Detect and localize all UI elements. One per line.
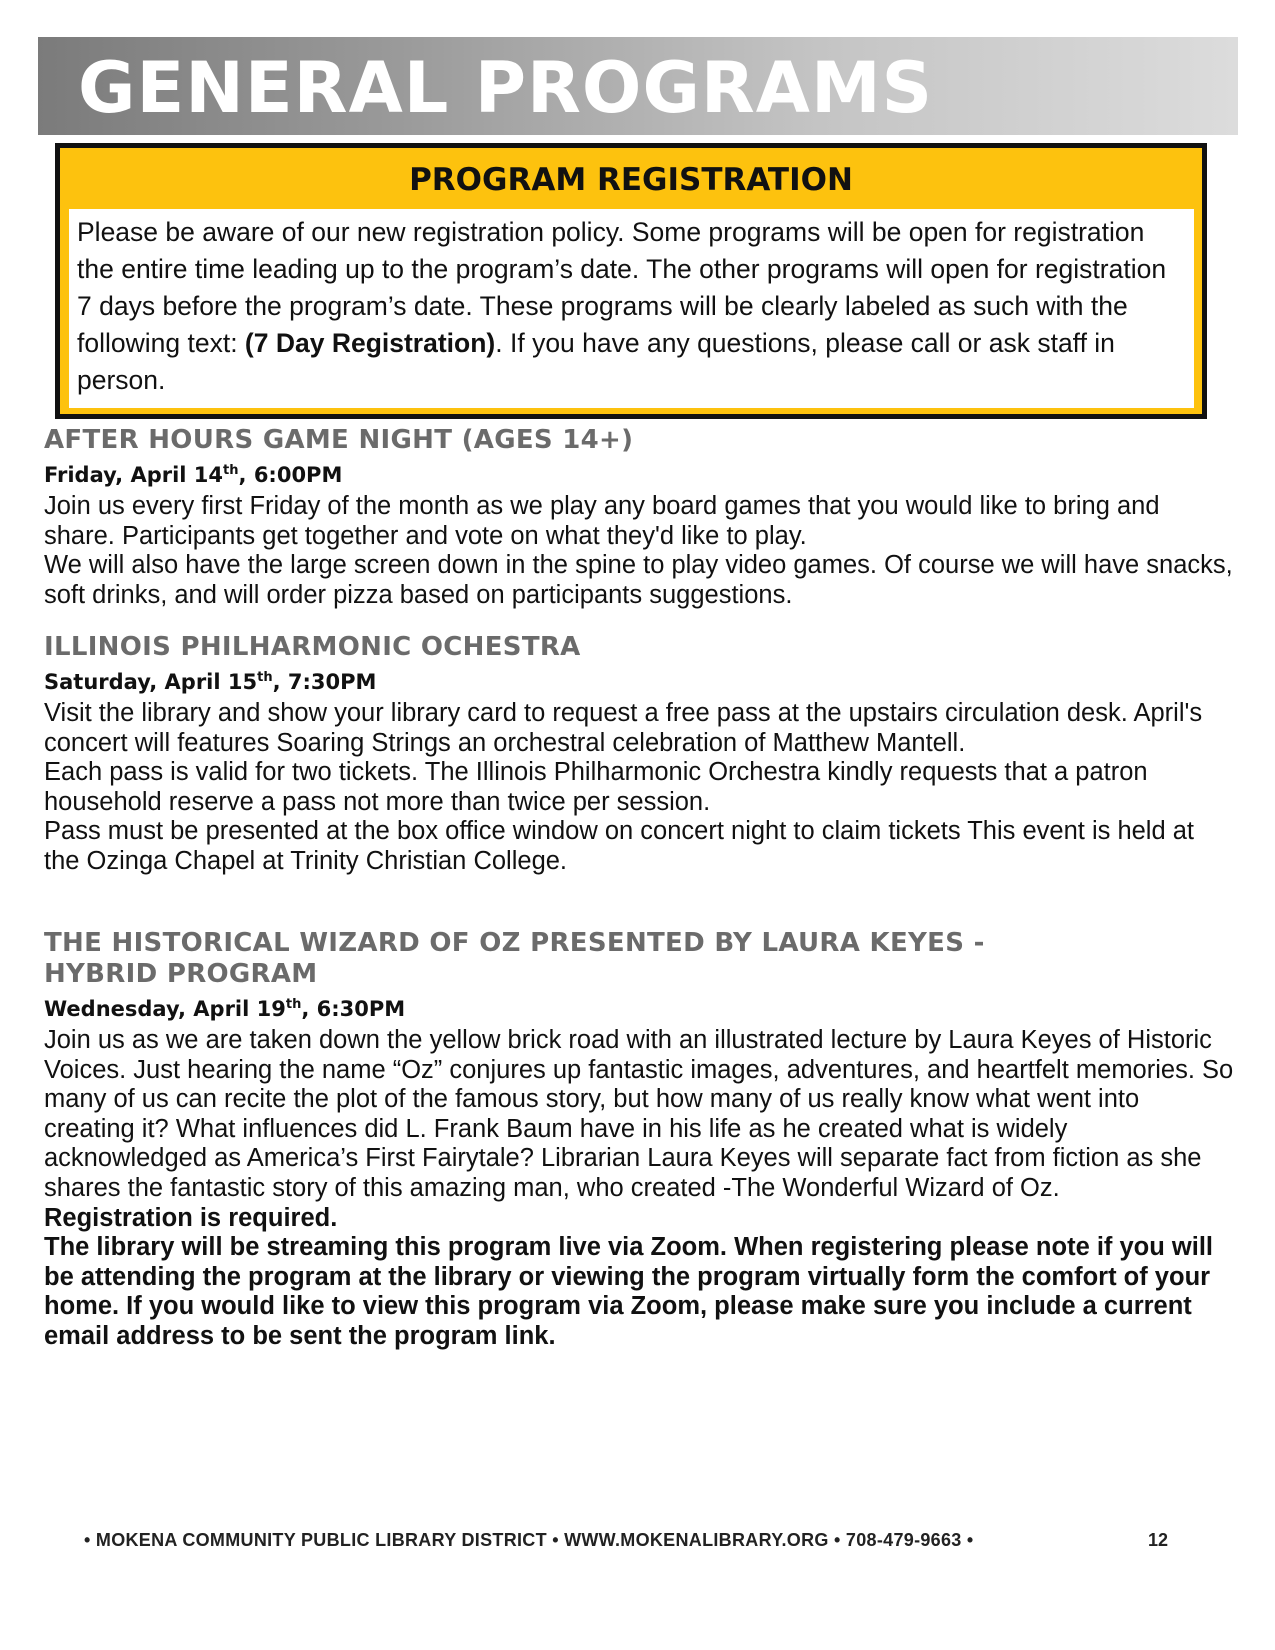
program-date: [44, 994, 1234, 1024]
registration-text: [69, 209, 1194, 408]
zoom-note: The library will be streaming this program live via Zoom. When registering please note if you will be attending the program at the library or viewing the program virtually form the comfort of your home. If you would like to view this program via Zoom, please make sure you include a current email address to be sent the program link.: [44, 1233, 1214, 1350]
program-paragraph: Pass must be presented at the box office window on concert night to claim tickets This event is held at the Ozinga Chapel at Trinity Christian College.: [44, 817, 1195, 875]
registration-notice: [55, 143, 1207, 419]
registration-text-before: Please be aware of our new registration policy. Some programs will be open for registration the entire time leading up to the program’s date. The other programs will open for registration 7 days before the program’s date. These programs will be clearly labeled as such with the following text:: [77, 217, 1167, 358]
program-philharmonic: [44, 632, 1234, 877]
program-heading: AFTER HOURS GAME NIGHT (AGES 14+): [44, 425, 634, 455]
date-ordinal: th: [223, 463, 239, 478]
date-ordinal: th: [257, 670, 273, 685]
date-time: , 6:30PM: [301, 997, 406, 1021]
date-time: , 7:30PM: [272, 670, 377, 694]
registration-title: PROGRAM REGISTRATION: [409, 162, 853, 198]
program-game-night: [44, 425, 1234, 610]
registration-text-after: . If you have any questions, please call or ask staff in person.: [77, 328, 1115, 395]
program-paragraph: Visit the library and show your library card to request a free pass at the upstairs circulation desk. April's concert will features Soaring Strings an orchestral celebration of Matthew Mantell.: [44, 699, 1203, 757]
footer-contact: • MOKENA COMMUNITY PUBLIC LIBRARY DISTRICT • WWW.MOKENALIBRARY.ORG • 708-479-9663 •: [84, 1530, 974, 1550]
program-wizard-of-oz: [44, 928, 1234, 1352]
program-paragraph: Join us every first Friday of the month as we play any board games that you would like to bring and share. Participants get together and vote on what they'd like to play.: [44, 492, 1160, 550]
date-text: Wednesday, April 19: [44, 997, 286, 1021]
date-text: Saturday, April 15: [44, 670, 258, 694]
program-heading-line-1: THE HISTORICAL WIZARD OF OZ PRESENTED BY LAURA KEYES -: [44, 928, 985, 958]
program-heading-line-2: HYBRID PROGRAM: [44, 959, 318, 989]
program-paragraph: Join us as we are taken down the yellow brick road with an illustrated lecture by Laura Keyes of Historic Voices. Just hearing the name “Oz” conjures up fantastic images, adventures, and heartfelt memories. So many of us can recite the plot of the famous story, but how many of us really know what went into creating it? What influences did L. Frank Baum have in his life as he created what is widely acknowledged as America’s First Fairytale? Librarian Laura Keyes will separate fact from fiction as she shares the fantastic story of this amazing man, who created -The Wonderful Wizard of Oz.: [44, 1026, 1234, 1202]
header-banner: [38, 37, 1238, 135]
registration-bold-label: (7 Day Registration): [244, 328, 496, 358]
program-heading: ILLINOIS PHILHARMONIC OCHESTRA: [44, 632, 581, 662]
registration-required-note: Registration is required.: [44, 1203, 338, 1232]
program-paragraph: We will also have the large screen down in the spine to play video games. Of course we will have snacks, soft drinks, and will order pizza based on participants suggestions.: [44, 551, 1233, 609]
program-paragraph: Each pass is valid for two tickets. The Illinois Philharmonic Orchestra kindly requests that a patron household reserve a pass not more than twice per session.: [44, 758, 1148, 816]
page-title: GENERAL PROGRAMS: [78, 47, 934, 129]
date-ordinal: th: [285, 997, 302, 1012]
page-number: 12: [1148, 1530, 1169, 1550]
program-date: [44, 667, 1234, 697]
date-text: Friday, April 14: [44, 463, 224, 487]
date-time: , 6:00PM: [238, 463, 343, 487]
program-date: [44, 460, 1234, 490]
